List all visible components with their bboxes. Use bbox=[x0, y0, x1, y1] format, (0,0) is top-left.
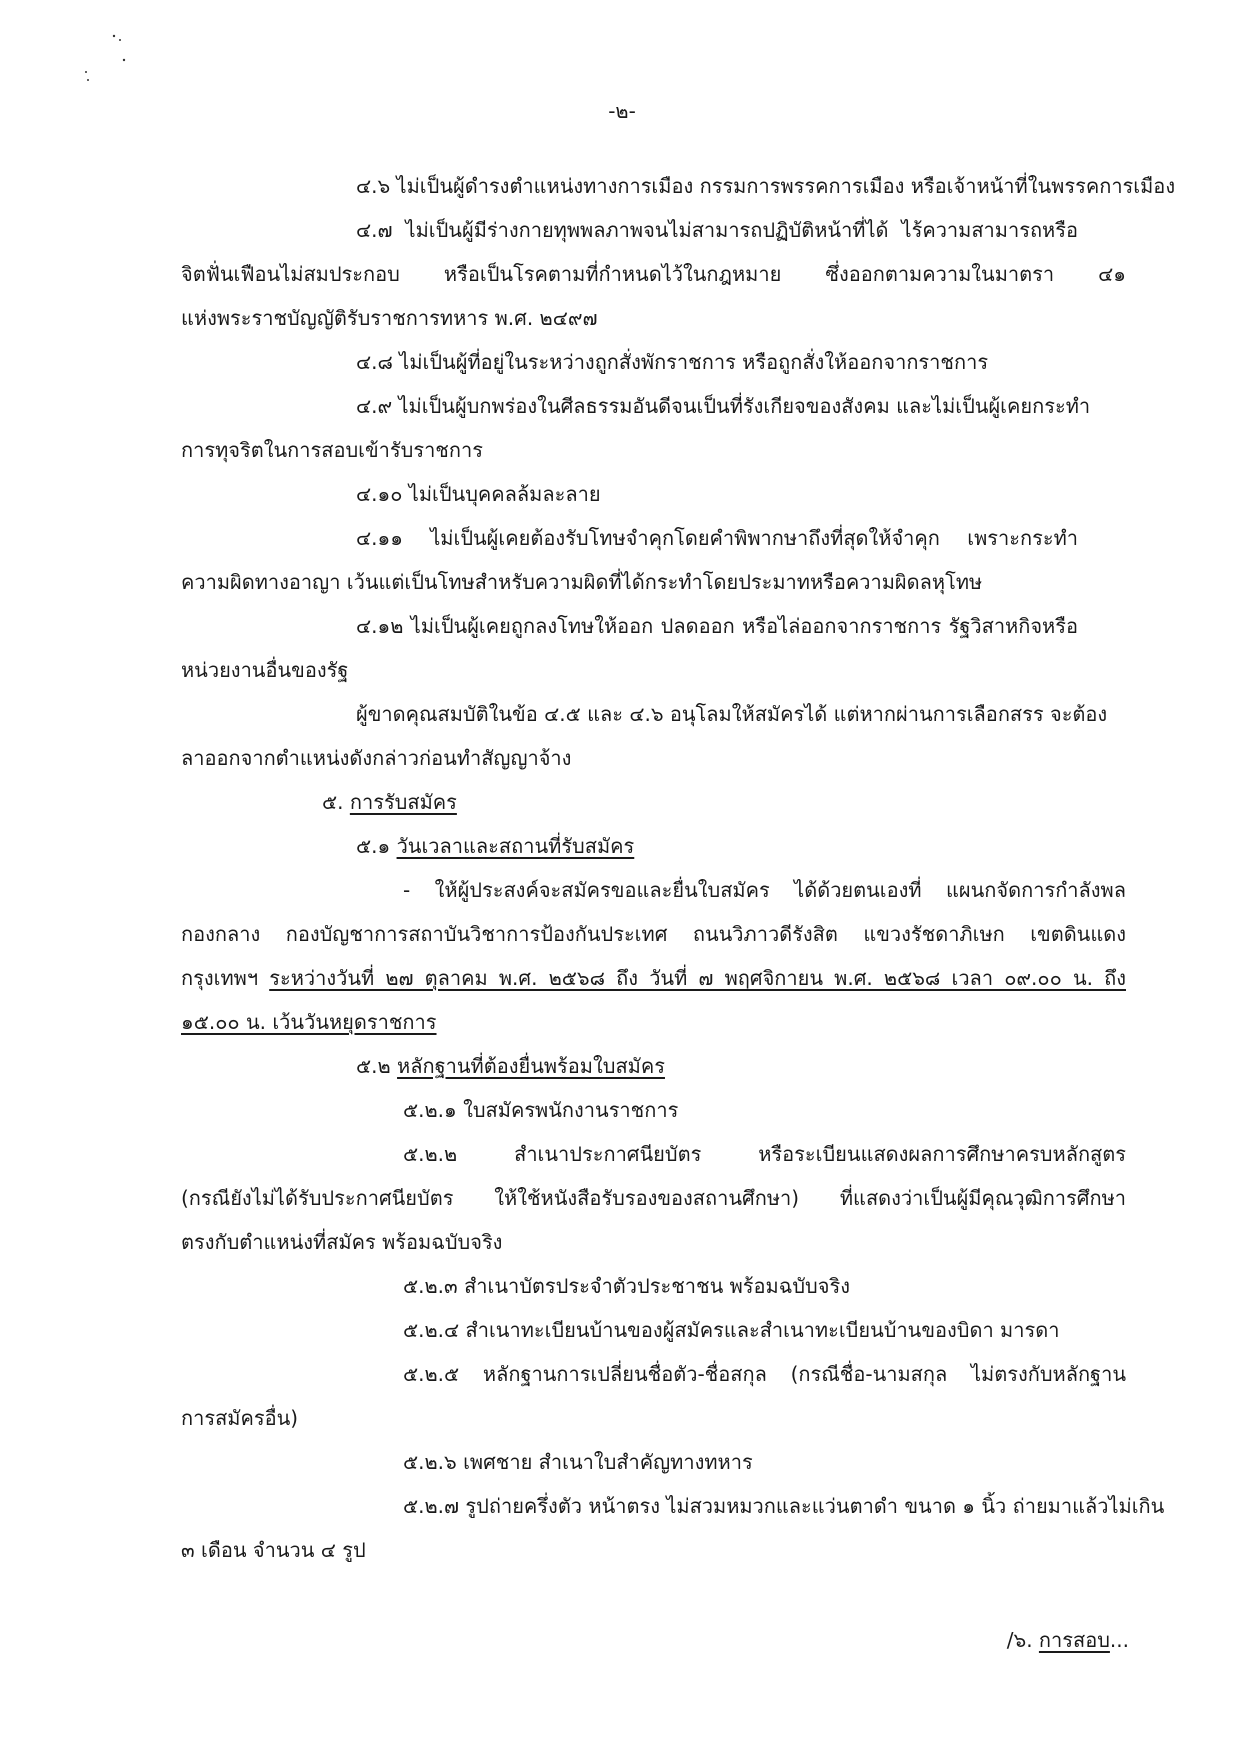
doc-5-2-2: ๕.๒.๒ สำเนาประกาศนียบัตร หรือระเบียนแสดงผลการศึกษาครบหลักสูตร bbox=[403, 1142, 1126, 1166]
page-number: -๒- bbox=[608, 99, 636, 123]
clause-4-10: ๔.๑๐ ไม่เป็นบุคคลล้มละลาย bbox=[356, 482, 601, 506]
doc-5-2-6: ๕.๒.๖ เพศชาย สำเนาใบสำคัญทางทหาร bbox=[403, 1450, 753, 1474]
clause-4-12: ๔.๑๒ ไม่เป็นผู้เคยถูกลงโทษให้ออก ปลดออก หรือไล่ออกจากราชการ รัฐวิสาหกิจหรือ bbox=[356, 614, 1078, 638]
continuation-footer bbox=[1007, 1624, 1129, 1656]
footer-next-section: การสอบ bbox=[1038, 1628, 1110, 1652]
application-location: กองกลาง กองบัญชาการสถาบันวิชาการป้องกันประเทศ ถนนวิภาวดีรังสิต แขวงรัชดาภิเษก เขตดินแดง bbox=[181, 922, 1126, 946]
application-hours: ๑๕.๐๐ น. เว้นวันหยุดราชการ bbox=[181, 1010, 437, 1034]
doc-5-2-7: ๕.๒.๗ รูปถ่ายครึ่งตัว หน้าตรง ไม่สวมหมวกและแว่นตาดำ ขนาด ๑ นิ้ว ถ่ายมาแล้วไม่เกิน bbox=[403, 1494, 1165, 1518]
scan-specks bbox=[80, 28, 140, 98]
section-5-2-number: ๕.๒ bbox=[356, 1054, 391, 1078]
clause-4-9: ๔.๙ ไม่เป็นผู้บกพร่องในศีลธรรมอันดีจนเป็นที่รังเกียจของสังคม และไม่เป็นผู้เคยกระทำ bbox=[356, 394, 1091, 418]
section-5-1-heading bbox=[356, 832, 634, 860]
doc-5-2-5: ๕.๒.๕ หลักฐานการเปลี่ยนชื่อตัว-ชื่อสกุล (กรณีชื่อ-นามสกุล ไม่ตรงกับหลักฐาน bbox=[403, 1362, 1126, 1386]
doc-5-2-2-cont: (กรณียังไม่ได้รับประกาศนียบัตร ให้ใช้หนังสือรับรองของสถานศึกษา) ที่แสดงว่าเป็นผู้มีคุณวุฒิการศึกษา bbox=[181, 1186, 1126, 1210]
application-dates: ระหว่างวันที่ ๒๗ ตุลาคม พ.ศ. ๒๕๖๘ ถึง วันที่ ๗ พฤศจิกายน พ.ศ. ๒๕๖๘ เวลา ๐๙.๐๐ น. ถึง bbox=[269, 966, 1126, 990]
footer-ellipsis: ... bbox=[1109, 1628, 1129, 1652]
section-5-1-title: วันเวลาและสถานที่รับสมัคร bbox=[396, 834, 635, 858]
section-5-1-number: ๕.๑ bbox=[356, 834, 391, 858]
doc-5-2-2-cont2: ตรงกับตำแหน่งที่สมัคร พร้อมฉบับจริง bbox=[181, 1230, 503, 1254]
application-period bbox=[181, 964, 1126, 992]
doc-5-2-3: ๕.๒.๓ สำเนาบัตรประจำตัวประชาชน พร้อมฉบับจริง bbox=[403, 1274, 850, 1298]
clause-4-6: ๔.๖ ไม่เป็นผู้ดำรงตำแหน่งทางการเมือง กรรมการพรรคการเมือง หรือเจ้าหน้าที่ในพรรคการเมือง bbox=[356, 174, 1176, 198]
clause-4-7-cont2: แห่งพระราชบัญญัติรับราชการทหาร พ.ศ. ๒๔๙๗ bbox=[181, 306, 598, 330]
clause-4-9-cont: การทุจริตในการสอบเข้ารับราชการ bbox=[181, 438, 483, 462]
application-instruction: - ให้ผู้ประสงค์จะสมัครขอและยื่นใบสมัคร ได้ด้วยตนเองที่ แผนกจัดการกำลังพล bbox=[403, 878, 1126, 902]
section-5-title: การรับสมัคร bbox=[349, 790, 457, 814]
clause-4-11: ๔.๑๑ ไม่เป็นผู้เคยต้องรับโทษจำคุกโดยคำพิพากษาถึงที่สุดให้จำคุก เพราะกระทำ bbox=[356, 526, 1078, 550]
section-5-number: ๕. bbox=[322, 790, 344, 814]
clause-4-12-cont: หน่วยงานอื่นของรัฐ bbox=[181, 658, 349, 682]
clause-4-11-cont: ความผิดทางอาญา เว้นแต่เป็นโทษสำหรับความผิดที่ได้กระทำโดยประมาทหรือความผิดลหุโทษ bbox=[181, 570, 983, 594]
section-5-2-title: หลักฐานที่ต้องยื่นพร้อมใบสมัคร bbox=[397, 1054, 665, 1078]
footer-prefix: /๖. bbox=[1006, 1628, 1039, 1652]
exemption-note-cont: ลาออกจากตำแหน่งดังกล่าวก่อนทำสัญญาจ้าง bbox=[181, 746, 572, 770]
clause-4-7-cont: จิตฟั่นเฟือนไม่สมประกอบ หรือเป็นโรคตามที่กำหนดไว้ในกฎหมาย ซึ่งออกตามความในมาตรา ๔๑ bbox=[181, 262, 1126, 286]
doc-5-2-5-cont: การสมัครอื่น) bbox=[181, 1406, 299, 1430]
doc-5-2-4: ๕.๒.๔ สำเนาทะเบียนบ้านของผู้สมัครและสำเนาทะเบียนบ้านของบิดา มารดา bbox=[403, 1318, 1060, 1342]
section-5-2-heading bbox=[356, 1052, 665, 1080]
doc-5-2-7-cont: ๓ เดือน จำนวน ๔ รูป bbox=[181, 1538, 366, 1562]
application-city: กรุงเทพฯ bbox=[181, 966, 270, 990]
section-5-heading bbox=[322, 788, 457, 816]
clause-4-7: ๔.๗ ไม่เป็นผู้มีร่างกายทุพพลภาพจนไม่สามารถปฏิบัติหน้าที่ได้ ไร้ความสามารถหรือ bbox=[356, 218, 1078, 242]
exemption-note: ผู้ขาดคุณสมบัติในข้อ ๔.๕ และ ๔.๖ อนุโลมให้สมัครได้ แต่หากผ่านการเลือกสรร จะต้อง bbox=[356, 702, 1108, 726]
clause-4-8: ๔.๘ ไม่เป็นผู้ที่อยู่ในระหว่างถูกสั่งพักราชการ หรือถูกสั่งให้ออกจากราชการ bbox=[356, 350, 989, 374]
doc-5-2-1: ๕.๒.๑ ใบสมัครพนักงานราชการ bbox=[403, 1098, 679, 1122]
